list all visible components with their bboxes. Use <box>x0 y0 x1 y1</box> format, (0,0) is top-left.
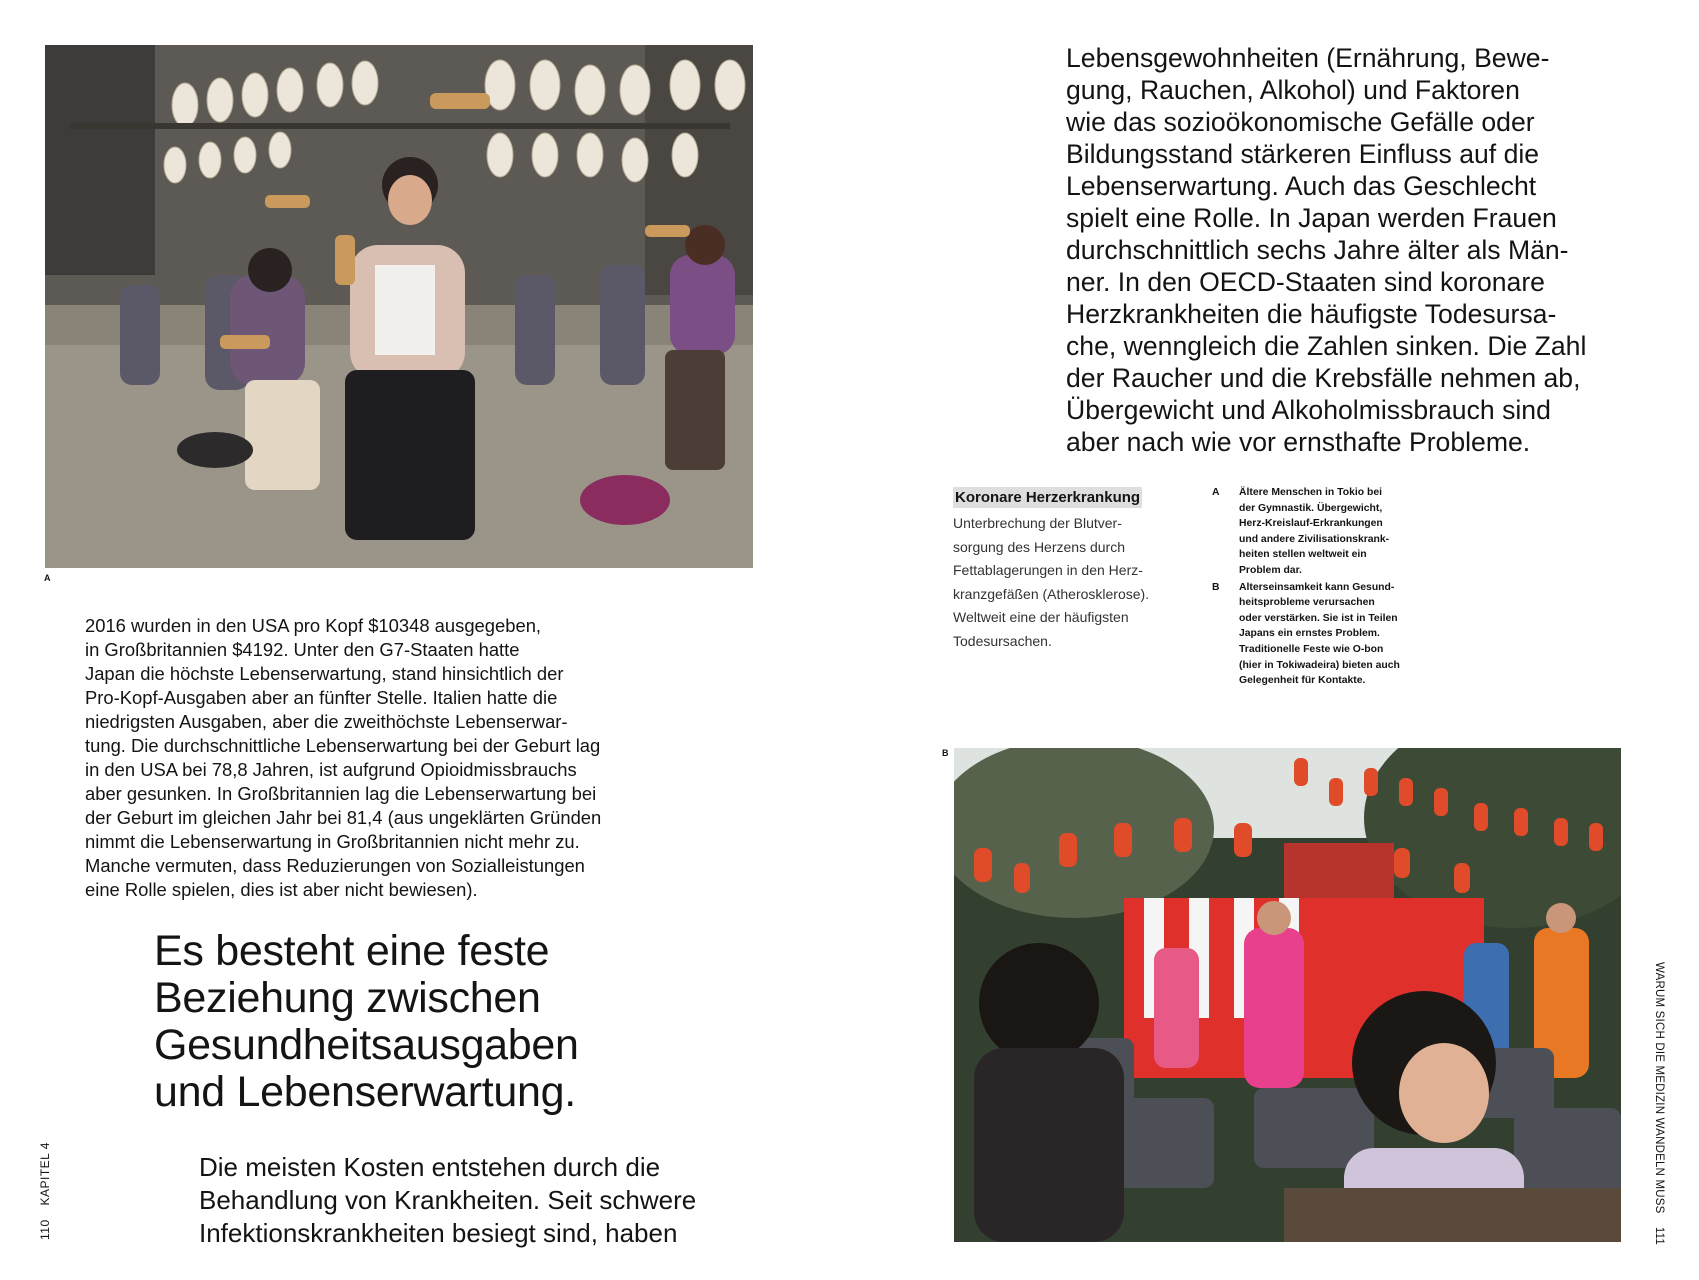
page-number-left: 110 <box>38 1219 52 1240</box>
caption-line: heitsprobleme verursachen <box>1239 597 1375 609</box>
pull-quote-line: Beziehung zwischen <box>154 974 541 1022</box>
caption-line: oder verstärken. Sie ist in Teilen <box>1239 612 1398 624</box>
caption-line: Herz-Kreislauf-Erkrankungen <box>1239 518 1383 530</box>
caption-letter: A <box>1212 487 1220 498</box>
text-line: wie das sozioökonomische Gefälle oder <box>1066 107 1535 137</box>
text-line: Todesursachen. <box>953 632 1052 649</box>
pull-quote-line: und Lebenserwartung. <box>154 1068 576 1116</box>
photo-b-label: B <box>942 748 949 758</box>
text-line: der Geburt im gleichen Jahr bei 81,4 (aus ungeklärten Gründen <box>85 807 602 828</box>
page-number-right: 111 <box>1653 1226 1665 1245</box>
caption-line: Japans ein ernstes Problem. <box>1239 628 1380 640</box>
photo-captions <box>1212 485 1432 689</box>
text-line: che, wenngleich die Zahlen sinken. Die Zahl <box>1066 331 1587 361</box>
body-paragraph-left <box>85 614 645 902</box>
text-line: Unterbrechung der Blutver- <box>953 515 1122 531</box>
caption-line: und andere Zivilisationskrank- <box>1239 533 1390 545</box>
text-line: Manche vermuten, dass Reduzierungen von Sozialleistungen <box>85 855 585 876</box>
photo-a-tokyo-gymnastics <box>45 45 753 568</box>
text-line: durchschnittlich sechs Jahre älter als Män- <box>1066 235 1569 265</box>
text-line: gung, Rauchen, Alkohol) und Faktoren <box>1066 75 1520 105</box>
text-line: niedrigsten Ausgaben, aber die zweithöchste Lebenserwar- <box>85 711 568 732</box>
caption-line: heiten stellen weltweit ein <box>1239 549 1367 561</box>
text-line: Die meisten Kosten entstehen durch die <box>199 1152 661 1182</box>
text-line: der Raucher und die Krebsfälle nehmen ab, <box>1066 363 1581 393</box>
text-line: Bildungsstand stärkeren Einfluss auf die <box>1066 139 1540 169</box>
photo-b-obon-festival <box>954 748 1621 1242</box>
caption-line: (hier in Tokiwadeira) bieten auch <box>1239 659 1400 671</box>
folio-left <box>38 1142 52 1240</box>
text-line: 2016 wurden in den USA pro Kopf $10348 ausgegeben, <box>85 615 542 636</box>
caption-letter: B <box>1212 581 1220 593</box>
text-line: tung. Die durchschnittliche Lebenserwartung bei der Geburt lag <box>85 735 601 756</box>
text-line: Herzkrankheiten die häufigste Todesursa- <box>1066 299 1557 329</box>
caption-line: Problem dar. <box>1239 564 1302 576</box>
text-line: Übergewicht und Alkoholmissbrauch sind <box>1066 395 1551 425</box>
text-line: spielt eine Rolle. In Japan werden Frauen <box>1066 203 1557 233</box>
text-line: ner. In den OECD-Staaten sind koronare <box>1066 267 1545 297</box>
text-line: kranzgefäßen (Atherosklerose). <box>953 585 1150 602</box>
text-line: Weltweit eine der häufigsten <box>953 609 1129 625</box>
text-line: sorgung des Herzens durch <box>953 538 1125 555</box>
text-line: Japan die höchste Lebenserwartung, stand hinsichtlich der <box>85 663 564 684</box>
pull-quote <box>154 928 714 1116</box>
caption-line: Alterseinsamkeit kann Gesund- <box>1239 581 1395 593</box>
photo-a-label: A <box>44 573 51 583</box>
pull-quote-line: Es besteht eine feste <box>154 927 550 975</box>
caption-line: Gelegenheit für Kontakte. <box>1239 675 1366 687</box>
pull-quote-line: Gesundheitsausgaben <box>154 1021 579 1069</box>
text-line: in Großbritannien $4192. Unter den G7-Staaten hatte <box>85 639 520 660</box>
text-line: Pro-Kopf-Ausgaben aber an fünfter Stelle. Italien hatte die <box>85 687 558 708</box>
glossary-term: Koronare Herzerkrankung <box>955 489 1141 506</box>
caption-line: der Gymnastik. Übergewicht, <box>1239 502 1383 514</box>
text-line: Fettablagerungen in den Herz- <box>953 562 1143 578</box>
caption-line: Traditionelle Feste wie O-bon <box>1239 643 1384 655</box>
text-line: nimmt die Lebenserwartung in Großbritannien nicht mehr zu. <box>85 831 580 852</box>
text-line: aber gesunken. In Großbritannien lag die Lebenserwartung bei <box>85 783 597 804</box>
text-line: Lebensgewohnheiten (Ernährung, Bewe- <box>1066 43 1550 73</box>
text-line: Behandlung von Krankheiten. Seit schwere <box>199 1185 697 1215</box>
caption-b <box>1212 580 1432 689</box>
glossary-definition <box>953 512 1178 653</box>
text-line: in den USA bei 78,8 Jahren, ist aufgrund Opioidmissbrauchs <box>85 759 577 780</box>
caption-a <box>1212 485 1432 579</box>
running-title: WARUM SICH DIE MEDIZIN WANDELN MUSS <box>1653 962 1665 1214</box>
text-line: aber nach wie vor ernsthafte Probleme. <box>1066 427 1531 457</box>
body-paragraph-bottom <box>199 1151 759 1250</box>
text-line: eine Rolle spielen, dies ist aber nicht bewiesen). <box>85 879 478 900</box>
text-line: Infektionskrankheiten besiegt sind, haben <box>199 1218 678 1248</box>
text-line: Lebenserwartung. Auch das Geschlecht <box>1066 171 1537 201</box>
caption-line: Ältere Menschen in Tokio bei <box>1239 487 1382 498</box>
chapter-label: KAPITEL 4 <box>38 1142 52 1206</box>
folio-right <box>1653 962 1665 1245</box>
glossary-box <box>953 487 1178 653</box>
body-paragraph-right <box>1066 42 1636 458</box>
